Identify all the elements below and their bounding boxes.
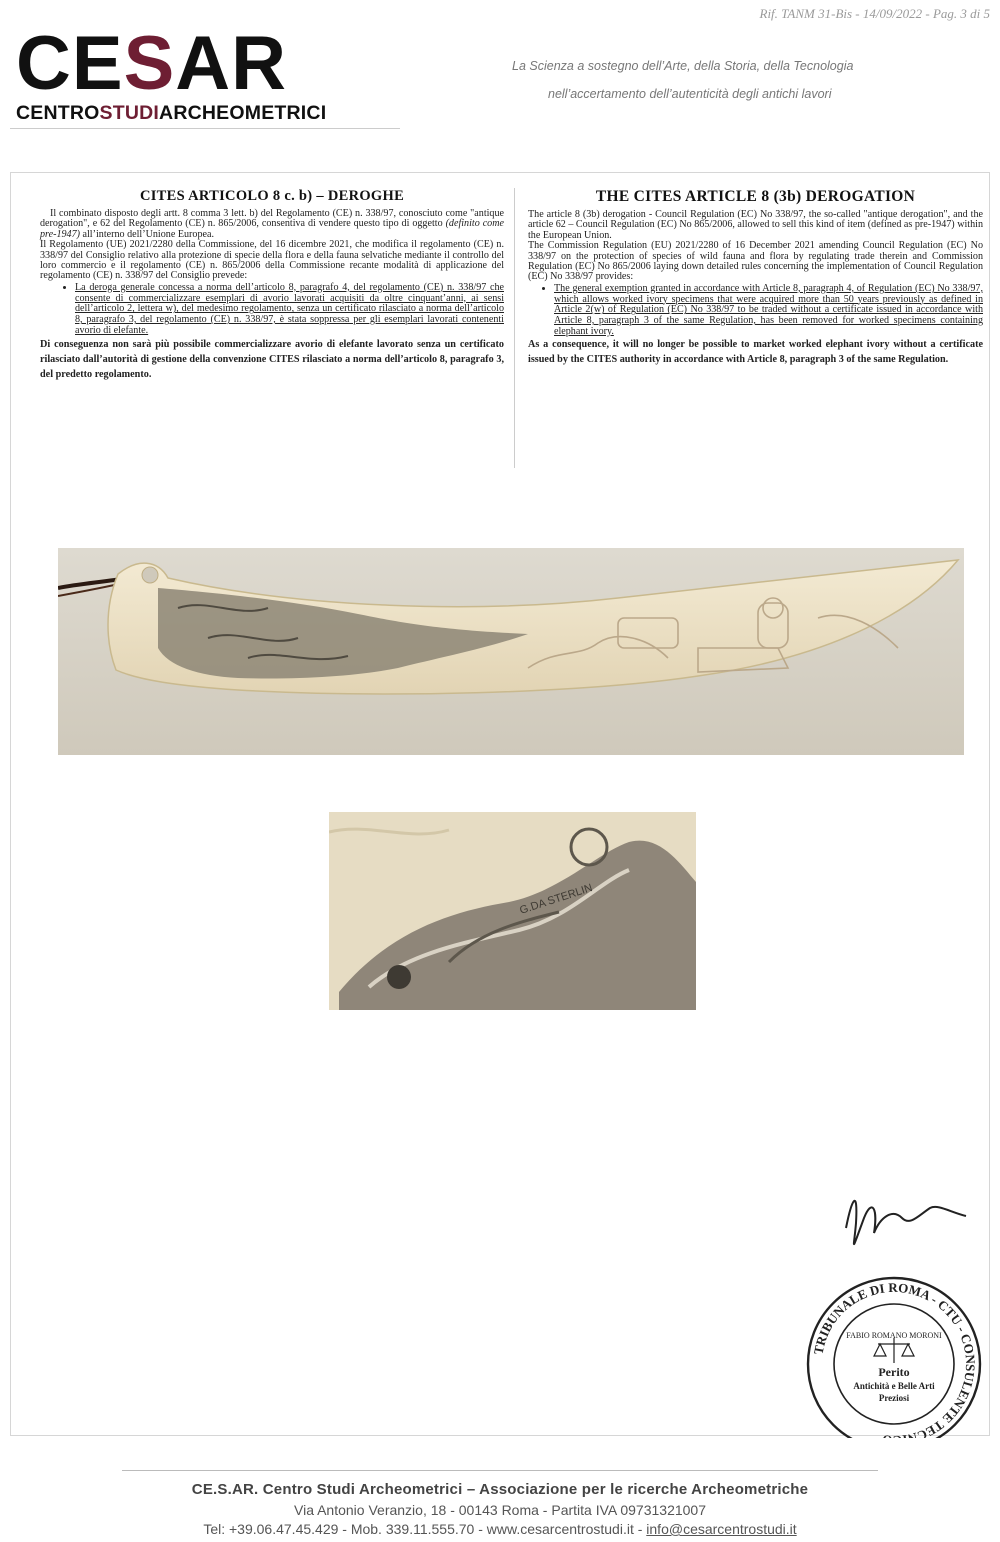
- expert-stamp-and-signature: [806, 1178, 982, 1438]
- logo-subtitle: CENTROSTUDIARCHEOMETRICI: [16, 102, 327, 124]
- italian-paragraph-2: Il Regolamento (UE) 2021/2280 della Commissione, del 16 dicembre 2021, che modifica il regolamento (CE) n. 338/97 del Consiglio relativo alla protezione di specie della flora e della fauna selvatiche mediante il controllo del loro commercio e il regolamento (CE) n. 865/2006 della Commissione recante modalità di applicazione del regolamento (CE) n. 338/97 del Consiglio prevede:: [40, 239, 504, 282]
- english-paragraph-2: The Commission Regulation (EU) 2021/2280 of 16 December 2021 amending Council Regulation (EC) No 338/97 on the protection of species of wild fauna and flora by regulating trade therein and Commission Regulation (EC) No 865/2006 laying down detailed rules concerning the implementation of Council Regulation (EC) No 338/97 provides:: [528, 240, 983, 283]
- cesar-logo: [16, 21, 366, 125]
- footer-contacts: [0, 1521, 1000, 1537]
- stamp-line-3: Preziosi: [878, 1393, 910, 1403]
- tagline-line-1: La Scienza a sostegno dell’Arte, della Storia, della Tecnologia: [512, 59, 854, 73]
- english-column: [528, 188, 983, 367]
- silver-hallmark-detail-photo: [329, 812, 696, 1010]
- stamp-line-2: Antichità e Belle Arti: [853, 1381, 935, 1391]
- english-paragraph-1: The article 8 (3b) derogation - Council Regulation (EC) No 338/97, the so-called "antique derogation", and the article 62 – Council Regulation (EC) No 865/2006, allowed to sell this kind of item (defined as pre-1947) within the European Union.: [528, 209, 983, 241]
- italian-title: CITES ARTICOLO 8 c. b) – DEROGHE: [139, 188, 405, 204]
- italian-bullet-list: [40, 283, 504, 337]
- stamp-role: Perito: [878, 1365, 910, 1379]
- english-title: THE CITES ARTICLE 8 (3b) DEROGATION: [595, 188, 916, 205]
- footer-email-link[interactable]: info@cesarcentrostudi.it: [646, 1521, 797, 1537]
- page-reference: Rif. TANM 31-Bis - 14/09/2022 - Pag. 3 di 5: [759, 6, 990, 21]
- tagline-line-2: nell’accertamento dell’autenticità degli antichi lavori: [548, 87, 832, 101]
- italian-bullet-item: • La deroga generale concessa a norma dell’articolo 8, paragrafo 4, del regolamento (CE) n. 338/97 che consente di commercializzare esemplari di avorio lavorati acquisiti da oltre cinquant’anni, ai sensi dell’articolo 2, lettera w), del medesimo regolamento, senza un certificato rilasciato a norma dell’articolo 8, paragrafo 3, del regolamento (CE) n. 338/97, è stata soppressa per gli esemplari lavorati contenenti avorio di elefante.: [75, 283, 504, 337]
- ivory-letter-opener-illustration: [58, 548, 964, 755]
- hallmark-text: G.DA STERLIN: [518, 882, 595, 917]
- header-divider: [10, 128, 400, 129]
- italian-conclusion: Di conseguenza non sarà più possibile commercializzare avorio di elefante lavorato senza un certificato rilasciato dall’autorità di gestione della convenzione CITES rilasciato a norma dell’articolo 8, paragrafo 3, del predetto regolamento.: [40, 339, 504, 381]
- scales-of-justice-icon: [874, 1338, 914, 1363]
- ivory-letter-opener-photo: [58, 548, 964, 755]
- english-bullet-list: [528, 284, 983, 338]
- column-divider: [514, 188, 515, 468]
- italian-column: [40, 188, 504, 382]
- logo-wordmark: CESAR: [16, 21, 288, 106]
- english-conclusion: As a consequence, it will no longer be possible to market worked elephant ivory without a certificate issued by the CITES authority in accordance with Article 8, paragraph 3 of the same Regulation.: [528, 339, 983, 366]
- stamp-ring-text: TRIBUNALE DI ROMA - CTU - CONSULENTE TEC: [810, 1279, 979, 1438]
- stamp-illustration: [806, 1178, 982, 1438]
- italian-paragraph-1: Il combinato disposto degli artt. 8 comma 3 lett. b) del Regolamento (CE) n. 338/97, conosciuto come "antique derogation", e 62 del Regolamento (CE) n. 865/2006, consentiva di vendere questo tipo di oggetto (definito come pre-1947) all’interno dell’Unione Europea.: [40, 208, 504, 240]
- silver-hallmark-illustration: [329, 812, 696, 1010]
- footer-phone-web: Tel: +39.06.47.45.429 - Mob. 339.11.555.70 - www.cesarcentrostudi.it -: [203, 1521, 647, 1537]
- english-bullet-item: • The general exemption granted in accordance with Article 8, paragraph 4, of Regulation (EC) No 338/97, which allows worked ivory specimens that were acquired more than 50 years previously as defined in Article 2(w) of Regulation (EC) No 338/97 to be traded without a certificate issued in accordance with Article 8, paragraph 3 of the same Regulation, has been removed for worked specimens containing elephant ivory.: [554, 284, 983, 338]
- footer-address: Via Antonio Veranzio, 18 - 00143 Roma - Partita IVA 09731321007: [294, 1502, 706, 1518]
- signature: [846, 1201, 966, 1244]
- footer-organization: CE.S.AR. Centro Studi Archeometrici – Associazione per le ricerche Archeometriche: [191, 1481, 809, 1498]
- stamp-name: FABIO ROMANO MORONI: [846, 1331, 942, 1340]
- footer-divider: [122, 1470, 878, 1471]
